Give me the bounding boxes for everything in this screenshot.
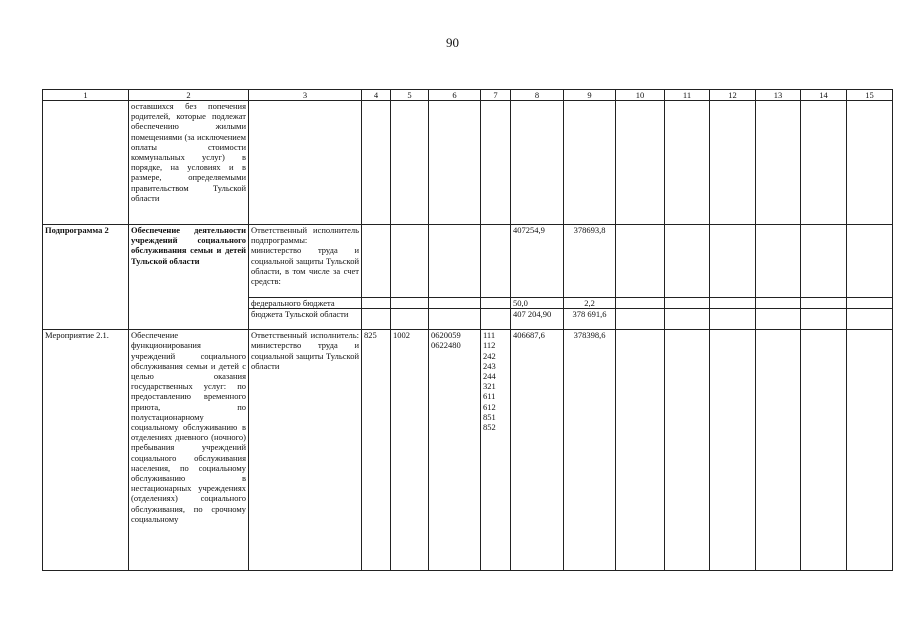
activity-label: Мероприятие 2.1. (43, 330, 129, 571)
budget-table (42, 89, 893, 571)
subprogram-row (43, 225, 893, 298)
activity-col4: 825 (362, 330, 391, 571)
federal-col9: 2,2 (564, 298, 616, 309)
continuation-description: оставшихся без попечения родителей, которые подлежат обеспечению жилыми помещениями (за исключением оплаты стоимости коммунальных услуг) в порядке, на условиях и в размере, определяемыми правительством Тульской области (129, 101, 249, 225)
subprogram-name: Обеспечение деятельности учреждений социального обслуживания семьи и детей Тульской области (129, 225, 249, 330)
federal-budget-label: федерального бюджета (249, 298, 362, 309)
column-number: 10 (616, 90, 665, 101)
column-number: 12 (710, 90, 756, 101)
column-number: 8 (511, 90, 564, 101)
table-row (43, 101, 893, 225)
column-number: 14 (801, 90, 847, 101)
column-number: 6 (429, 90, 481, 101)
regional-budget-label: бюджета Тульской области (249, 309, 362, 330)
total-col9: 378693,8 (564, 225, 616, 298)
regional-col9: 378 691,6 (564, 309, 616, 330)
activity-col5: 1002 (391, 330, 429, 571)
subprogram-label: Подпрограмма 2 (43, 225, 129, 330)
activity-col6: 0620059 0622480 (429, 330, 481, 571)
activity-col8: 406687,6 (511, 330, 564, 571)
column-number: 11 (665, 90, 710, 101)
column-number: 1 (43, 90, 129, 101)
column-number: 4 (362, 90, 391, 101)
column-number: 15 (847, 90, 893, 101)
column-number: 9 (564, 90, 616, 101)
regional-col8: 407 204,90 (511, 309, 564, 330)
column-number: 3 (249, 90, 362, 101)
column-number: 2 (129, 90, 249, 101)
page-number: 90 (446, 35, 459, 50)
executor-text: Ответственный исполнитель подпрограммы: министерство труда и социальной защиты Тульской области, в том числе за счет средств: (249, 225, 362, 298)
total-col8: 407254,9 (511, 225, 564, 298)
column-number: 5 (391, 90, 429, 101)
activity-col7: 111 112 242 243 244 321 611 612 851 852 (481, 330, 511, 571)
federal-col8: 50,0 (511, 298, 564, 309)
activity-description: Обеспечение функционирования учреждений социального обслуживания семьи и детей с целью оказания государственных услуг: по предоставлению временного приюта, по полустационарному социальному обслуживанию в отделениях дневного (ночного) пребывания учреждений социального обслуживания населения, по социальному обслуживанию в нестационарных учреждениях (отделениях) социального обслуживания, по срочному социальному (129, 330, 249, 571)
column-number-row (43, 90, 893, 101)
activity-executor: Ответственный исполнитель: министерство труда и социальной защиты Тульской области (249, 330, 362, 571)
column-number: 7 (481, 90, 511, 101)
activity-col9: 378398,6 (564, 330, 616, 571)
column-number: 13 (756, 90, 801, 101)
activity-row (43, 330, 893, 571)
